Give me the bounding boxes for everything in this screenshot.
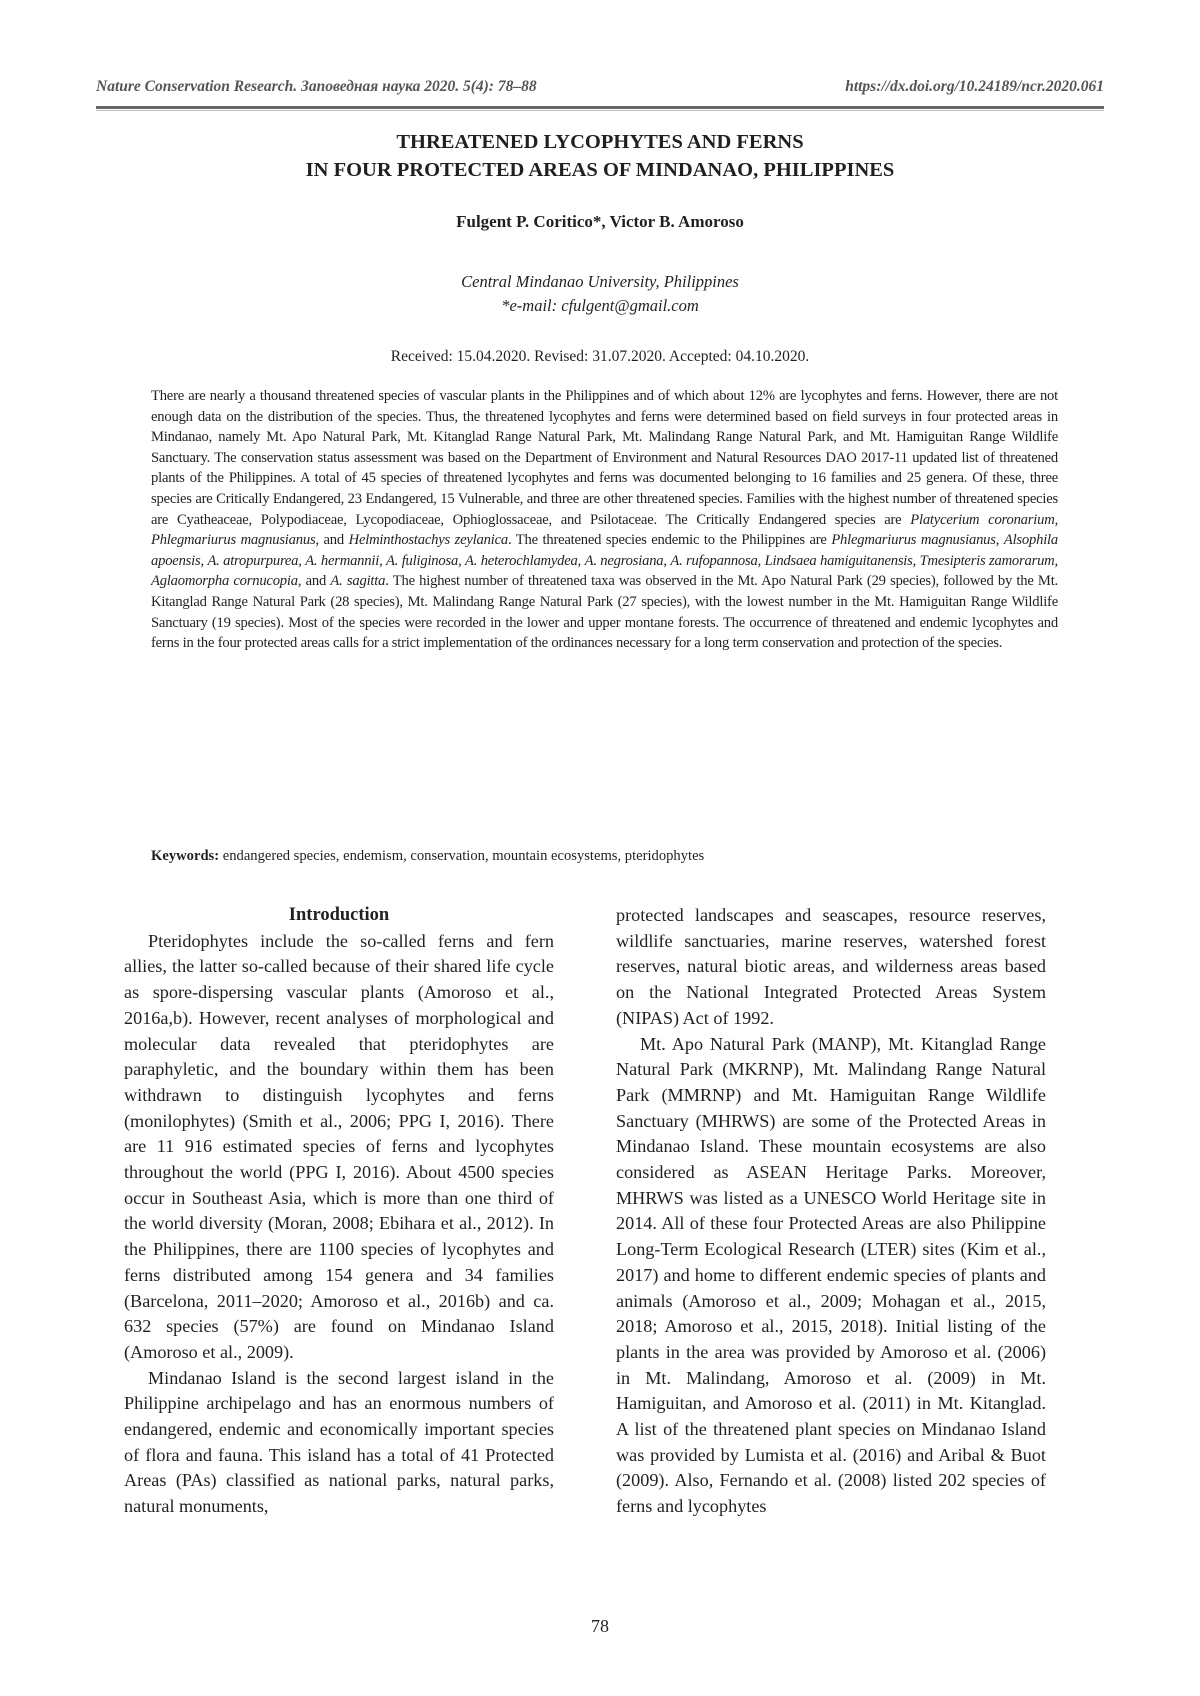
abstract-text: There are nearly a thousand threatened species of vascular plants in the Philippines and of which about 12% are lycophytes and ferns. However, there are not enough data on the distribution of the species. Thus, the threatened lycophytes and ferns were determined based on field surveys in four protected areas in Mindanao, namely Mt. Apo Natural Park, Mt. Kitanglad Range Natural Park, Mt. Malindang Range Natural Park, and Mt. Hamiguitan Range Wildlife Sanctuary. The conservation status assessment was based on the Department of Environment and Natural Resources DAO 2017-11 updated list of threatened plants of the Philippines. A total of 45 species of threatened lycophytes and ferns was documented belonging to 16 families and 25 genera. Of these, three species are Critically Endangered, 23 Endangered, 15 Vulnerable, and three are other threatened species. Families with the highest number of threatened species are Cyatheaceae, Polypodiaceae, Lycopodiaceae, Ophioglossaceae, and Psilotaceae. The Critically Endangered species are	[151, 388, 1058, 528]
left-column	[124, 903, 554, 1520]
abstract-text: ,	[1054, 552, 1058, 569]
email: *e-mail: cfulgent@gmail.com	[501, 296, 699, 315]
abstract-text: ,	[379, 552, 387, 569]
species-name: A. rufopannosa	[670, 552, 758, 569]
journal-citation: Nature Conservation Research. Заповедная наука 2020. 5(4): 78–88	[96, 78, 537, 95]
keywords-list: endangered species, endemism, conservation, mountain ecosystems, pteridophytes	[219, 848, 705, 864]
dates: Received: 15.04.2020. Revised: 31.07.2020. Accepted: 04.10.2020.	[390, 348, 810, 365]
species-name: Alsophila apoensis	[151, 532, 1059, 569]
species-name: A. sagitta	[330, 573, 386, 590]
doi-link[interactable]: https://dx.doi.org/10.24189/ncr.2020.061	[845, 78, 1104, 95]
title-line: IN FOUR PROTECTED AREAS OF MINDANAO, PHILIPPINES	[305, 159, 895, 181]
abstract-text: ,	[458, 552, 466, 569]
abstract	[151, 386, 1058, 654]
affiliation-block	[96, 270, 1104, 318]
species-name: A. hermannii	[305, 552, 380, 569]
body-paragraph: Mindanao Island is the second largest island in the Philippine archipelago and has an enormous numbers of endangered, endemic and economically important species of flora and fauna. This island has a total of 41 Protected Areas (PAs) classified as national parks, natural parks, natural monuments,	[124, 1367, 554, 1517]
body-paragraph: Pteridophytes include the so-called ferns and fern allies, the latter so-called because of their shared life cycle as spore-dispersing vascular plants (Amoroso et al., 2016a,b). However, recent analyses of morphological and molecular data revealed that pteridophytes are paraphyletic, and the boundary within them has been withdrawn to distinguish lycophytes and ferns (monilophytes) (Smith et al., 2006; PPG I, 2016). There are 11 916 estimated species of ferns and lycophytes throughout the world (PPG I, 2016). About 4500 species occur in Southeast Asia, which is more than one third of the world diversity (Moran, 2008; Ebihara et al., 2012). In the Philippines, there are 1100 species of lycophytes and ferns distributed among 154 genera and 34 families (Barcelona, 2011–2020; Amoroso et al., 2016b) and ca. 632 species (57%) are found on Mindanao Island (Amoroso et al., 2009).	[124, 930, 554, 1362]
species-name: A. negrosiana	[584, 552, 664, 569]
section-heading: Introduction	[288, 905, 390, 925]
abstract-text: ,	[995, 532, 1004, 549]
header-rule	[96, 106, 1104, 111]
body-paragraph: Mt. Apo Natural Park (MANP), Mt. Kitanglad Range Natural Park (MKRNP), Mt. Malindang Range Natural Park (MMRNP) and Mt. Hamiguitan Range Wildlife Sanctuary (MHRWS) are some of the Protected Areas in Mindanao Island. These mountain ecosystems are also considered as ASEAN Heritage Parks. Moreover, MHRWS was listed as a UNESCO World Heritage site in 2014. All of these four Protected Areas are also Philippine Long-Term Ecological Research (LTER) sites (Kim et al., 2017) and home to different endemic species of plants and animals (Amoroso et al., 2009; Mohagan et al., 2015, 2018; Amoroso et al., 2015, 2018). Initial listing of the plants in the area was provided by Amoroso et al. (2006) in Mt. Malindang, Amoroso et al. (2009) in Mt. Hamiguitan, and Amoroso et al. (2011) in Mt. Kitanglad. A list of the threatened plant species on Mindanao Island was provided by Lumista et al. (2016) and Aribal & Buot (2009). Also, Fernando et al. (2008) listed 202 species of ferns and lycophytes	[616, 1033, 1046, 1517]
abstract-text: , and	[297, 573, 331, 590]
abstract-text: ,	[200, 552, 208, 569]
abstract-text: ,	[298, 552, 306, 569]
abstract-text: ,	[577, 552, 585, 569]
abstract-text: ,	[1054, 511, 1059, 528]
abstract-text: . The highest number of threatened taxa was observed in the Mt. Apo Natural Park (29 species), followed by the Mt. Kitanglad Range Natural Park (28 species), Mt. Malindang Range Natural Park (27 species), with the lowest number in the Mt. Hamiguitan Range Wildlife Sanctuary (19 species). Most of the species were recorded in the lower and upper montane forests. The occurrence of threatened and endemic lycophytes and ferns in the four protected areas calls for a strict implementation of the ordinances necessary for a long term conservation and protection of the species.	[151, 573, 1059, 652]
species-name: Platycerium coronarium	[910, 511, 1055, 528]
title-line: THREATENED LYCOPHYTES AND FERNS	[396, 131, 804, 153]
paper-title	[96, 128, 1104, 184]
keywords-label: Keywords:	[151, 848, 220, 864]
right-column	[616, 903, 1046, 1520]
keywords	[151, 848, 1058, 865]
abstract-text: ,	[912, 552, 920, 569]
abstract-text: ,	[757, 552, 765, 569]
authors: Fulgent P. Coritico*, Victor B. Amoroso	[456, 212, 744, 231]
species-name: Phlegmariurus magnusianus	[151, 532, 316, 549]
species-name: A. heterochlamydea	[465, 552, 578, 569]
species-name: Tmesipteris zamorarum	[919, 552, 1055, 569]
body-paragraph: protected landscapes and seascapes, resource reserves, wildlife sanctuaries, marine reserves, watershed forest reserves, natural biotic areas, and wilderness areas based on the National Integrated Protected Areas System (NIPAS) Act of 1992.	[616, 905, 1046, 1028]
species-name: A. fuliginosa	[386, 552, 459, 569]
running-header	[96, 78, 1104, 96]
species-name: Helminthostachys zeylanica	[348, 532, 508, 549]
species-name: A. atropurpurea	[207, 552, 299, 569]
abstract-text: . The threatened species endemic to the Philippines are	[507, 532, 832, 549]
affiliation: Central Mindanao University, Philippines	[461, 272, 739, 291]
page-number: 78	[591, 1616, 609, 1636]
abstract-text: ,	[663, 552, 671, 569]
species-name: Aglaomorpha cornucopia	[151, 573, 298, 590]
abstract-text: , and	[315, 532, 349, 549]
species-name: Phlegmariurus magnusianus	[831, 532, 996, 549]
species-name: Lindsaea hamiguitanensis	[764, 552, 913, 569]
